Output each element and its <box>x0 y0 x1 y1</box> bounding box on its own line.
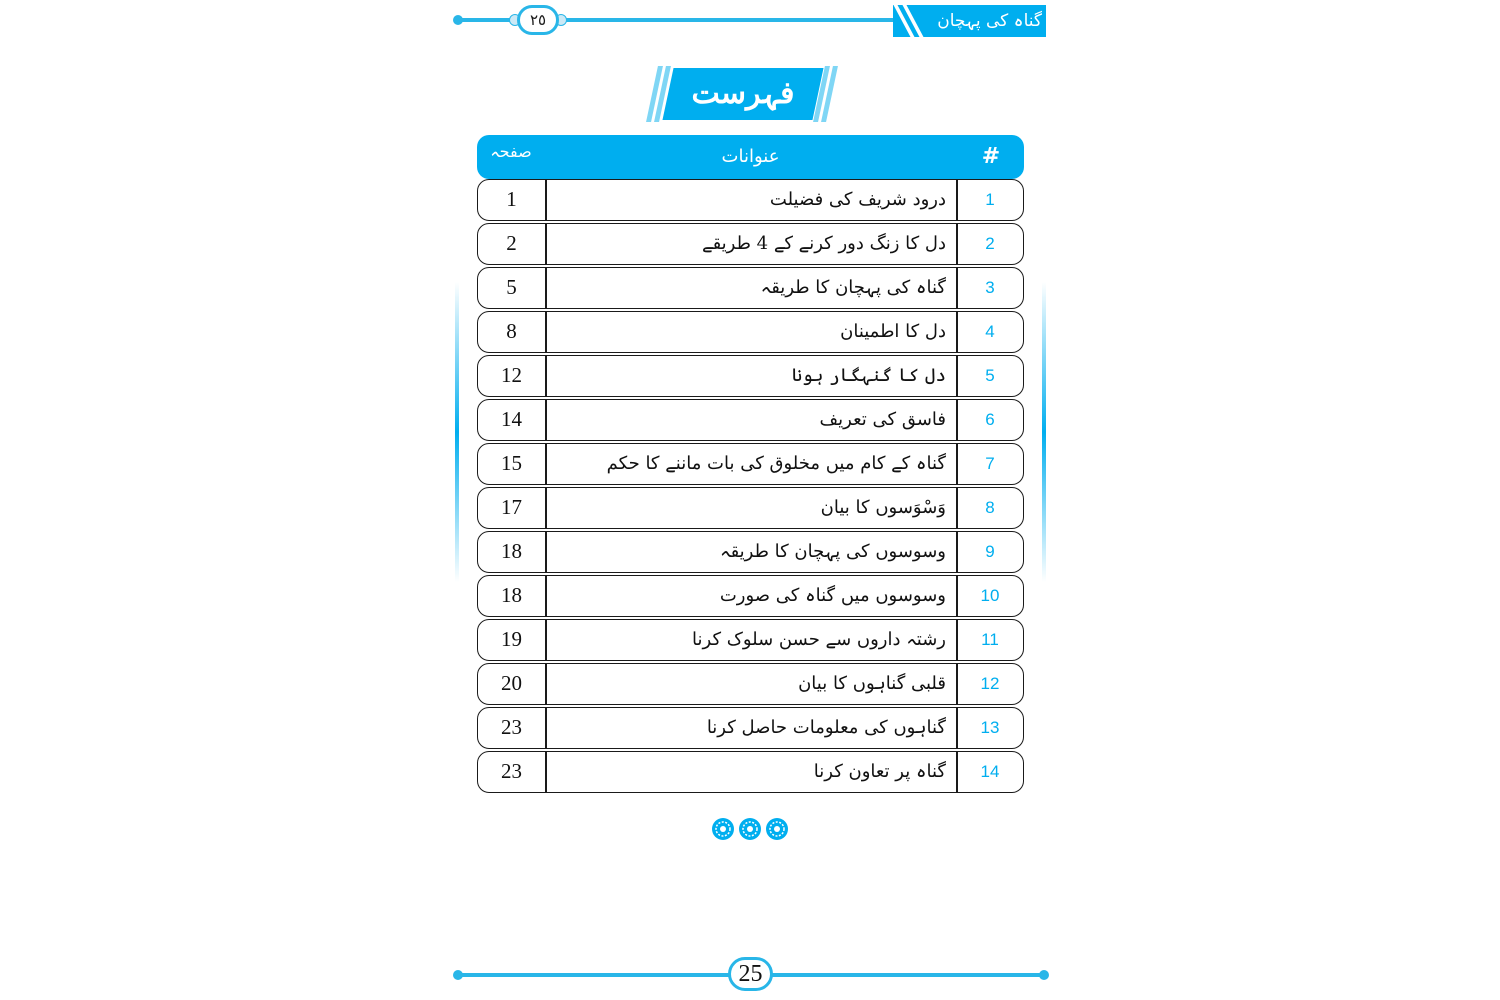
column-divider <box>545 532 547 572</box>
footer-page-number: 25 <box>728 957 773 991</box>
row-serial-number: 6 <box>985 410 995 429</box>
column-divider <box>545 312 547 352</box>
row-title: قلبی گناہوں کا بیان <box>798 673 946 694</box>
row-serial-number: 7 <box>985 454 995 473</box>
column-divider <box>545 488 547 528</box>
row-page-number: 1 <box>506 187 517 211</box>
column-divider <box>545 664 547 704</box>
flower-ornament-icon <box>711 817 735 841</box>
column-header-page: صفحہ <box>490 142 532 161</box>
row-title: گناہوں کی معلومات حاصل کرنا <box>706 717 946 738</box>
row-serial-number: 10 <box>980 586 1000 605</box>
table-row <box>477 663 1024 705</box>
table-row <box>477 311 1024 353</box>
column-divider <box>545 356 547 396</box>
row-title: فاسق کی تعریف <box>819 409 946 430</box>
table-row <box>477 575 1024 617</box>
table-row <box>477 707 1024 749</box>
row-page-number: 18 <box>501 539 522 563</box>
row-page-number: 8 <box>506 319 517 343</box>
header-page-number: ٢٥ <box>517 5 559 35</box>
row-page-number: 18 <box>501 583 522 607</box>
row-serial-number: 12 <box>980 674 1000 693</box>
column-header-title: عنوانات <box>721 146 780 167</box>
left-side-bar <box>455 282 459 582</box>
row-serial-number: 4 <box>985 322 995 341</box>
row-title: وسوسوں کی پہچان کا طریقہ <box>720 541 946 562</box>
column-header-number: # <box>981 144 1001 169</box>
row-page-number: 2 <box>506 231 517 255</box>
row-serial-number: 9 <box>985 542 995 561</box>
footer-rule-right <box>771 973 1044 977</box>
row-serial-number: 8 <box>985 498 995 517</box>
column-divider <box>545 180 547 220</box>
book-title: گناہ کی پہچان <box>937 11 1042 31</box>
column-divider <box>545 224 547 264</box>
row-serial-number: 14 <box>980 762 1000 781</box>
row-page-number: 12 <box>501 363 522 387</box>
row-page-number: 15 <box>501 451 522 475</box>
right-side-bar <box>1042 282 1046 582</box>
row-title: گناہ کے کام میں مخلوق کی بات ماننے کا حکم <box>606 453 946 474</box>
row-title: رشتہ داروں سے حسن سلوک کرنا <box>692 629 946 650</box>
row-serial-number: 5 <box>985 366 995 385</box>
row-serial-number: 2 <box>985 234 995 253</box>
row-serial-number: 11 <box>981 630 999 649</box>
column-divider <box>545 400 547 440</box>
row-page-number: 23 <box>501 715 522 739</box>
table-row <box>477 179 1024 221</box>
column-divider <box>545 752 547 792</box>
column-divider <box>545 444 547 484</box>
row-page-number: 5 <box>506 275 517 299</box>
row-title: گناہ پر تعاون کرنا <box>813 761 946 782</box>
row-serial-number: 13 <box>980 718 1000 737</box>
row-title: گناہ کی پہچان کا طریقہ <box>760 277 946 298</box>
row-page-number: 20 <box>501 671 522 695</box>
table-row <box>477 619 1024 661</box>
footer-line-end-dot <box>1039 970 1049 980</box>
table-row <box>477 487 1024 529</box>
row-title: دل کا زنگ دور کرنے کے 4 طریقے <box>702 233 946 254</box>
row-title: دل کا گنہگار ہونا <box>791 365 946 386</box>
section-title: فہرست <box>691 76 795 111</box>
column-divider <box>545 576 547 616</box>
table-row <box>477 399 1024 441</box>
table-row <box>477 267 1024 309</box>
row-title: وسوسوں میں گناہ کی صورت <box>719 585 946 606</box>
footer-rule-left <box>458 973 730 977</box>
row-title: درود شریف کی فضیلت <box>769 189 946 210</box>
row-serial-number: 1 <box>985 190 995 209</box>
table-row <box>477 443 1024 485</box>
row-page-number: 23 <box>501 759 522 783</box>
flower-ornament-icon <box>765 817 789 841</box>
row-title: دل کا اطمینان <box>840 321 946 342</box>
table-row <box>477 355 1024 397</box>
table-row <box>477 223 1024 265</box>
row-title: وَسْوَسوں کا بیان <box>820 497 946 518</box>
row-serial-number: 3 <box>985 278 995 297</box>
row-page-number: 17 <box>501 495 522 519</box>
row-page-number: 19 <box>501 627 522 651</box>
column-divider <box>545 708 547 748</box>
table-row <box>477 751 1024 793</box>
flower-ornament-icon <box>738 817 762 841</box>
table-row <box>477 531 1024 573</box>
row-page-number: 14 <box>501 407 522 431</box>
column-divider <box>545 268 547 308</box>
column-divider <box>545 620 547 660</box>
